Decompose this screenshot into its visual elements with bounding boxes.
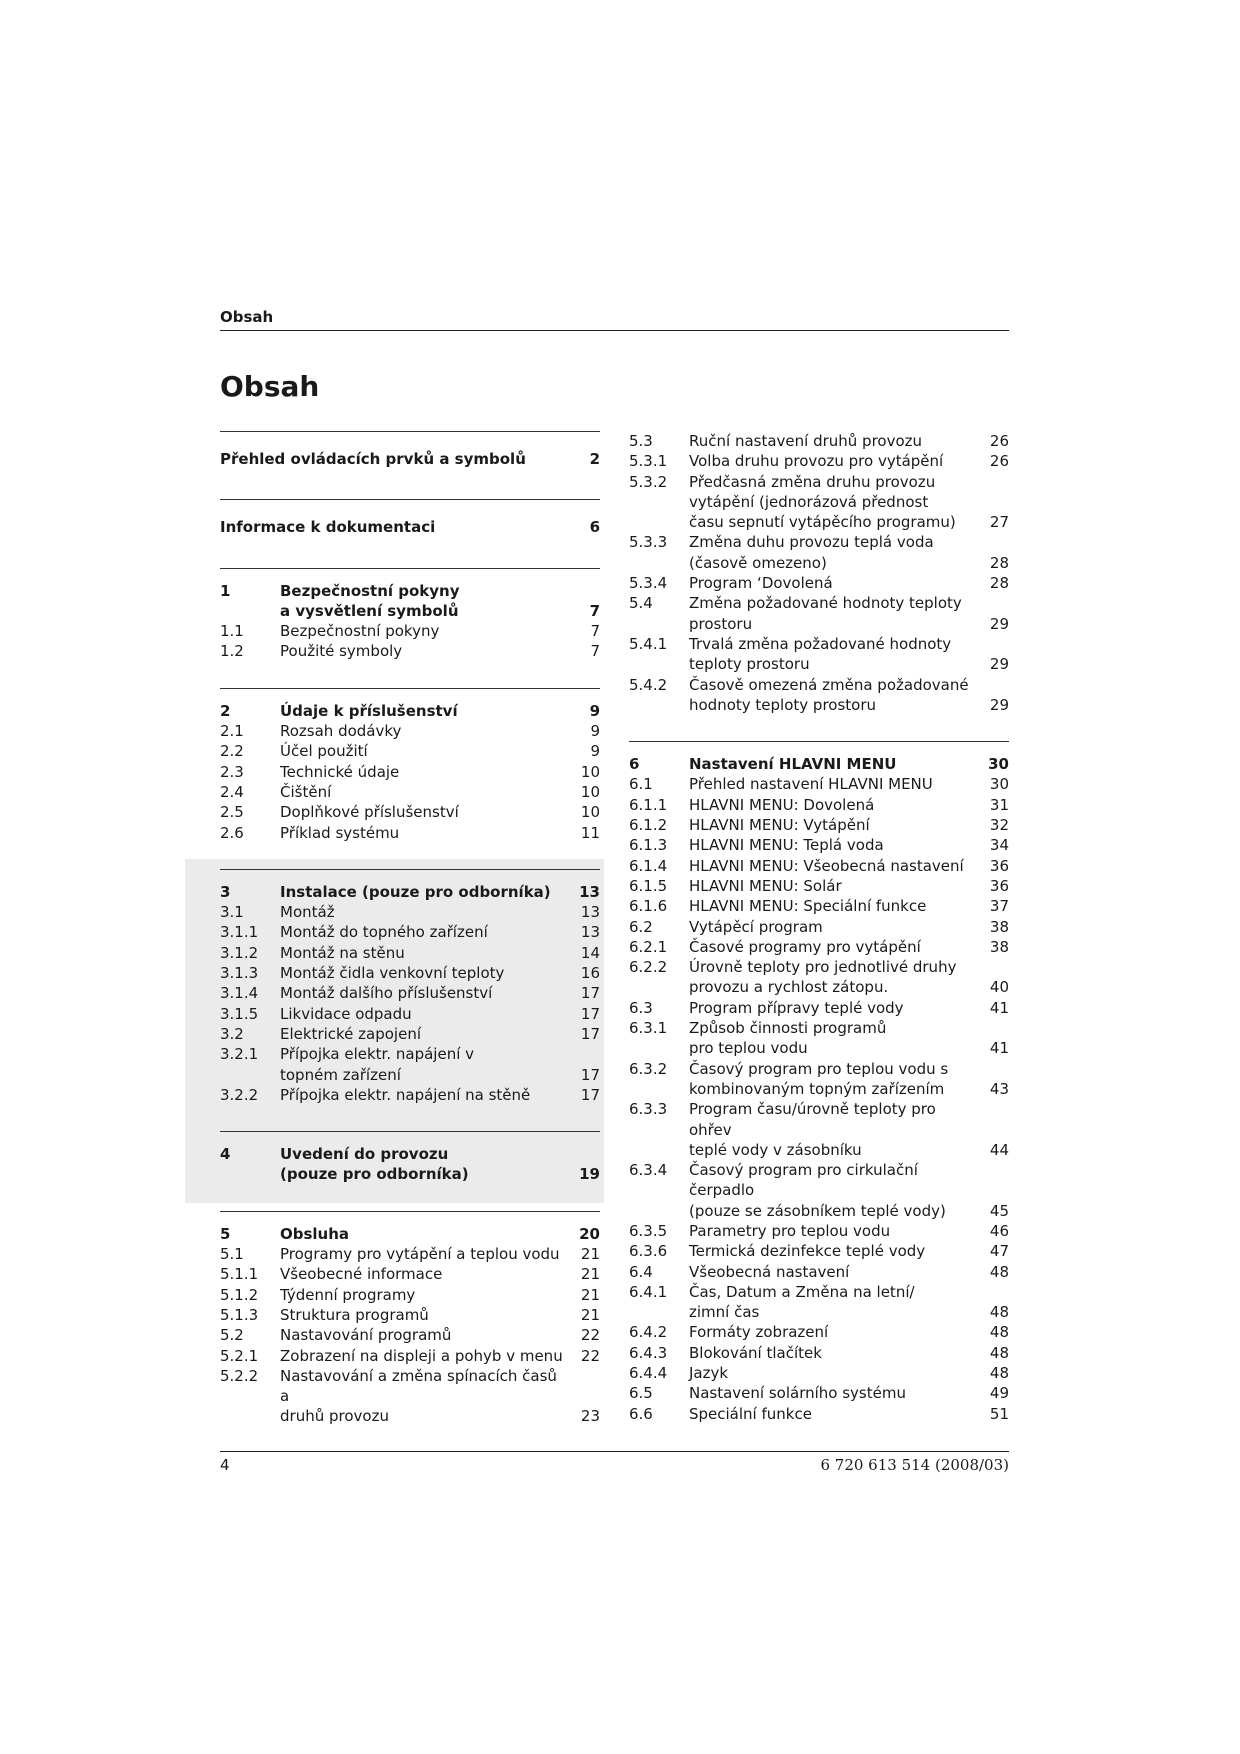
toc-entry-title: Úrovně teploty pro jednotlivé druhy provozu a rychlost zátopu. bbox=[689, 958, 957, 997]
toc-entry-page: 21 bbox=[580, 1305, 600, 1324]
toc-entry-page: 43 bbox=[989, 1079, 1009, 1098]
toc-entry[interactable] bbox=[220, 983, 600, 1003]
toc-entry-page: 17 bbox=[580, 1024, 600, 1043]
toc-entry-title: HLAVNI MENU: Dovolená bbox=[689, 795, 875, 814]
toc-entry[interactable] bbox=[629, 1282, 1009, 1323]
toc-entry-title: Změna požadované hodnoty teploty prostoru bbox=[689, 594, 962, 633]
toc-entry[interactable] bbox=[629, 1404, 1009, 1424]
toc-entry-number: 6.4.2 bbox=[629, 1323, 668, 1342]
toc-entry-title: Časově omezená změna požadované hodnoty teploty prostoru bbox=[689, 675, 969, 714]
toc-entry-title: Časové programy pro vytápění bbox=[689, 937, 921, 956]
toc-entry[interactable] bbox=[220, 741, 600, 761]
toc-entry[interactable] bbox=[629, 896, 1009, 916]
toc-entry-number: 6.5 bbox=[629, 1384, 653, 1403]
toc-entry-number: 6.4.1 bbox=[629, 1282, 668, 1301]
toc-entry-title: Montáž na stěnu bbox=[280, 943, 405, 962]
toc-entry-page: 49 bbox=[989, 1384, 1009, 1403]
toc-entry-number: 6.1.4 bbox=[629, 856, 668, 875]
toc-entry-number: 6.4.3 bbox=[629, 1343, 668, 1362]
toc-entry[interactable] bbox=[629, 573, 1009, 593]
toc-entry-page: 26 bbox=[989, 452, 1009, 471]
toc-entry-number: 6.2.2 bbox=[629, 958, 668, 977]
toc-entry-title: HLAVNI MENU: Vytápění bbox=[689, 816, 870, 835]
toc-entry-number: 3.1.5 bbox=[220, 1004, 259, 1023]
toc-entry[interactable] bbox=[220, 902, 600, 922]
toc-entry-title: Čas, Datum a Změna na letní/ zimní čas bbox=[689, 1282, 915, 1322]
toc-entry[interactable] bbox=[629, 634, 1009, 675]
toc-entry-title: Technické údaje bbox=[280, 762, 400, 781]
toc-entry[interactable] bbox=[629, 431, 1009, 451]
toc-entry-title: Přehled nastavení HLAVNI MENU bbox=[689, 775, 933, 794]
toc-entry-title: Nastavování programů bbox=[280, 1326, 452, 1345]
toc-entry-number: 6.3 bbox=[629, 998, 653, 1017]
toc-entry-page: 48 bbox=[989, 1262, 1009, 1281]
toc-entry-page: 28 bbox=[989, 553, 1009, 572]
toc-entry-number: 5.3 bbox=[629, 432, 653, 450]
toc-entry[interactable] bbox=[220, 517, 600, 537]
toc-entry-page: 21 bbox=[580, 1265, 600, 1284]
toc-entry-number: 5.1 bbox=[220, 1245, 244, 1264]
toc-entry-number: 2.3 bbox=[220, 762, 244, 781]
toc-entry[interactable] bbox=[220, 1264, 600, 1284]
toc-entry-page: 7 bbox=[590, 622, 600, 641]
toc-entry[interactable] bbox=[629, 998, 1009, 1018]
toc-entry-page: 37 bbox=[989, 897, 1009, 916]
toc-entry-number: 6 bbox=[629, 755, 640, 774]
toc-entry-number: 3.1.1 bbox=[220, 923, 259, 942]
toc-entry-title: Nastavení HLAVNI MENU bbox=[689, 755, 897, 774]
toc-entry-number: 3.2 bbox=[220, 1024, 244, 1043]
toc-entry-number: 5.2 bbox=[220, 1326, 244, 1345]
toc-entry-page: 38 bbox=[989, 917, 1009, 936]
toc-entry-title: Struktura programů bbox=[280, 1305, 429, 1324]
toc-entry[interactable] bbox=[220, 641, 600, 661]
footer-rule bbox=[220, 1451, 1009, 1452]
toc-entry[interactable] bbox=[629, 1099, 1009, 1160]
toc-entry[interactable] bbox=[629, 856, 1009, 876]
toc-entry-page: 32 bbox=[989, 816, 1009, 835]
toc-entry-number: 5.4.1 bbox=[629, 634, 668, 653]
toc-entry-title: Způsob činnosti programů pro teplou vodu bbox=[689, 1019, 887, 1058]
toc-entry-page: 10 bbox=[580, 782, 600, 801]
toc-entry[interactable] bbox=[220, 823, 600, 843]
toc-entry-number: 6.4 bbox=[629, 1262, 653, 1281]
toc-entry[interactable] bbox=[220, 721, 600, 741]
toc-entry-page: 48 bbox=[989, 1364, 1009, 1383]
toc-entry-page: 19 bbox=[579, 1165, 600, 1184]
toc-entry-page: 14 bbox=[580, 943, 600, 962]
toc-entry-title: Všeobecné informace bbox=[280, 1265, 443, 1284]
toc-entry[interactable] bbox=[220, 882, 600, 902]
toc-section bbox=[220, 688, 600, 869]
toc-entry[interactable] bbox=[220, 621, 600, 641]
toc-entry[interactable] bbox=[629, 815, 1009, 835]
toc-entry-number: 6.1.2 bbox=[629, 816, 668, 835]
toc-entry-title: Doplňkové příslušenství bbox=[280, 803, 459, 822]
toc-entry-title: Přípojka elektr. napájení v topném zařízení bbox=[280, 1045, 475, 1084]
toc-section bbox=[220, 869, 600, 1131]
toc-entry-page: 17 bbox=[580, 1004, 600, 1023]
toc-entry-title: Přípojka elektr. napájení na stěně bbox=[280, 1085, 531, 1104]
toc-entry-number: 6.3.4 bbox=[629, 1161, 668, 1180]
toc-entry-title: Přehled ovládacích prvků a symbolů bbox=[220, 450, 526, 468]
toc-entry-page: 20 bbox=[579, 1224, 600, 1243]
toc-entry-number: 5.3.3 bbox=[629, 533, 668, 552]
toc-entry-page: 34 bbox=[989, 836, 1009, 855]
toc-entry[interactable] bbox=[220, 1224, 600, 1244]
toc-entry-page: 36 bbox=[989, 876, 1009, 895]
toc-entry-number: 6.3.3 bbox=[629, 1100, 668, 1119]
toc-entry-number: 5 bbox=[220, 1224, 231, 1243]
toc-entry-title: HLAVNI MENU: Všeobecná nastavení bbox=[689, 856, 964, 875]
toc-entry[interactable] bbox=[220, 1024, 600, 1044]
toc-entry-title: Obsluha bbox=[280, 1224, 350, 1243]
toc-entry[interactable] bbox=[629, 917, 1009, 937]
toc-entry-page: 9 bbox=[590, 722, 600, 741]
toc-section bbox=[629, 431, 1009, 741]
toc-entry-number: 3.2.1 bbox=[220, 1045, 259, 1064]
toc-entry-number: 3.2.2 bbox=[220, 1085, 259, 1104]
toc-entry-number: 6.1.1 bbox=[629, 795, 668, 814]
toc-entry-title: Montáž dalšího příslušenství bbox=[280, 984, 493, 1003]
toc-section bbox=[220, 1211, 600, 1453]
toc-entry[interactable] bbox=[629, 1322, 1009, 1342]
toc-entry[interactable] bbox=[629, 1018, 1009, 1059]
toc-entry-number: 5.3.1 bbox=[629, 452, 668, 471]
toc-entry[interactable] bbox=[220, 1144, 600, 1185]
toc-entry-title: Předčasná změna druhu provozu vytápění (jednorázová přednost času sepnutí vytápěcího programu) bbox=[689, 472, 956, 532]
toc-entry-number: 6.6 bbox=[629, 1404, 653, 1423]
toc-entry-number: 5.4.2 bbox=[629, 675, 668, 694]
toc-entry-number: 6.3.5 bbox=[629, 1221, 668, 1240]
toc-entry-title: Elektrické zapojení bbox=[280, 1024, 422, 1043]
toc-entry[interactable] bbox=[629, 1383, 1009, 1403]
toc-entry-page: 41 bbox=[989, 998, 1009, 1017]
toc-entry-number: 6.3.2 bbox=[629, 1059, 668, 1078]
toc-entry-page: 13 bbox=[579, 882, 600, 901]
toc-entry-title: Příklad systému bbox=[280, 823, 400, 842]
toc-entry-page: 23 bbox=[580, 1407, 600, 1426]
toc-entry-title: Likvidace odpadu bbox=[280, 1004, 412, 1023]
toc-entry-title: Termická dezinfekce teplé vody bbox=[689, 1242, 926, 1261]
toc-entry-page: 2 bbox=[589, 450, 600, 468]
toc-entry-page: 9 bbox=[589, 701, 600, 720]
toc-entry[interactable] bbox=[629, 1059, 1009, 1100]
toc-entry-title: Montáž bbox=[280, 903, 335, 922]
toc-entry[interactable] bbox=[629, 1160, 1009, 1221]
toc-entry-number: 1.2 bbox=[220, 642, 244, 661]
toc-entry-number: 1 bbox=[220, 581, 231, 600]
toc-right-column bbox=[629, 431, 1009, 1450]
toc-entry-title: Časový program pro teplou vodu s kombinovaným topným zařízením bbox=[689, 1059, 949, 1098]
toc-entry[interactable] bbox=[629, 795, 1009, 815]
toc-entry-page: 11 bbox=[580, 823, 600, 842]
toc-entry-page: 41 bbox=[989, 1039, 1009, 1058]
toc-entry-number: 5.1.3 bbox=[220, 1305, 259, 1324]
toc-entry[interactable] bbox=[629, 1343, 1009, 1363]
toc-entry[interactable] bbox=[220, 1004, 600, 1024]
toc-entry-number: 6.1 bbox=[629, 775, 653, 794]
toc-entry-page: 10 bbox=[580, 803, 600, 822]
toc-entry-page: 27 bbox=[989, 513, 1009, 532]
toc-entry[interactable] bbox=[220, 1285, 600, 1305]
toc-section bbox=[220, 568, 600, 688]
toc-entry-number: 2.5 bbox=[220, 803, 244, 822]
toc-entry-title: Program přípravy teplé vody bbox=[689, 998, 904, 1017]
toc-entry-number: 2.4 bbox=[220, 782, 244, 801]
toc-entry-number: 4 bbox=[220, 1145, 231, 1164]
toc-entry-page: 17 bbox=[580, 984, 600, 1003]
toc-entry[interactable] bbox=[629, 451, 1009, 471]
toc-entry-number: 3.1.3 bbox=[220, 964, 259, 983]
toc-entry-title: Čištění bbox=[280, 782, 332, 801]
toc-entry[interactable] bbox=[220, 1085, 600, 1105]
toc-entry[interactable] bbox=[629, 937, 1009, 957]
toc-entry-page: 30 bbox=[988, 755, 1009, 774]
toc-entry-page: 17 bbox=[580, 1085, 600, 1104]
toc-entry-title: Uvedení do provozu (pouze pro odborníka) bbox=[280, 1145, 469, 1184]
toc-entry[interactable] bbox=[629, 532, 1009, 573]
toc-entry-number: 5.4 bbox=[629, 594, 653, 613]
toc-entry-page: 13 bbox=[580, 923, 600, 942]
toc-left-column bbox=[220, 431, 600, 1453]
toc-entry-title: Týdenní programy bbox=[280, 1285, 416, 1304]
toc-entry-page: 10 bbox=[580, 762, 600, 781]
toc-entry[interactable] bbox=[220, 762, 600, 782]
toc-entry-title: Nastavování a změna spínacích časů a druhů provozu bbox=[280, 1366, 557, 1426]
toc-entry-number: 5.3.2 bbox=[629, 472, 668, 491]
toc-entry-number: 1.1 bbox=[220, 622, 244, 641]
toc-entry[interactable] bbox=[220, 581, 600, 622]
toc-entry[interactable] bbox=[220, 922, 600, 942]
toc-entry[interactable] bbox=[629, 957, 1009, 998]
toc-section bbox=[220, 1131, 600, 1211]
toc-entry-number: 3 bbox=[220, 882, 231, 901]
toc-entry-title: Programy pro vytápění a teplou vodu bbox=[280, 1245, 560, 1264]
toc-entry-number: 6.3.6 bbox=[629, 1242, 668, 1261]
toc-entry-title: Bezpečnostní pokyny bbox=[280, 622, 440, 641]
toc-entry[interactable] bbox=[220, 449, 600, 469]
toc-entry[interactable] bbox=[220, 1244, 600, 1264]
toc-entry-page: 7 bbox=[590, 642, 600, 661]
toc-entry-number: 6.4.4 bbox=[629, 1364, 668, 1383]
toc-entry-number: 5.2.2 bbox=[220, 1366, 259, 1385]
toc-entry-number: 2.2 bbox=[220, 742, 244, 761]
toc-entry[interactable] bbox=[220, 1044, 600, 1085]
toc-entry[interactable] bbox=[220, 963, 600, 983]
toc-entry-number: 3.1 bbox=[220, 903, 244, 922]
toc-entry-page: 16 bbox=[580, 964, 600, 983]
toc-entry-page: 29 bbox=[989, 655, 1009, 674]
toc-entry-page: 48 bbox=[989, 1323, 1009, 1342]
toc-section bbox=[629, 741, 1009, 1450]
toc-entry[interactable] bbox=[629, 774, 1009, 794]
toc-entry-number: 2.6 bbox=[220, 823, 244, 842]
toc-entry-page: 51 bbox=[989, 1404, 1009, 1423]
toc-section bbox=[220, 431, 600, 499]
toc-entry-title: HLAVNI MENU: Teplá voda bbox=[689, 836, 884, 855]
toc-entry-page: 29 bbox=[989, 695, 1009, 714]
toc-entry-title: Program ‘Dovolená bbox=[689, 574, 833, 593]
toc-entry-title: Časový program pro cirkulační čerpadlo (pouze se zásobníkem teplé vody) bbox=[689, 1161, 946, 1220]
toc-entry-page: 21 bbox=[580, 1245, 600, 1264]
toc-entry-title: Program času/úrovně teploty pro ohřev teplé vody v zásobníku bbox=[689, 1100, 936, 1159]
toc-entry-page: 28 bbox=[989, 574, 1009, 593]
toc-entry-number: 5.2.1 bbox=[220, 1346, 259, 1365]
toc-entry-title: Rozsah dodávky bbox=[280, 722, 402, 741]
toc-entry-title: Formáty zobrazení bbox=[689, 1323, 829, 1342]
toc-section bbox=[220, 499, 600, 567]
toc-entry-page: 6 bbox=[589, 518, 600, 537]
toc-entry[interactable] bbox=[629, 1221, 1009, 1241]
toc-entry[interactable] bbox=[629, 1241, 1009, 1261]
toc-entry[interactable] bbox=[629, 1363, 1009, 1383]
toc-entry-title: Montáž do topného zařízení bbox=[280, 923, 488, 942]
toc-entry-title: HLAVNI MENU: Speciální funkce bbox=[689, 897, 927, 916]
toc-entry-title: Zobrazení na displeji a pohyb v menu bbox=[280, 1346, 563, 1365]
toc-entry-number: 6.1.5 bbox=[629, 876, 668, 895]
toc-entry[interactable] bbox=[220, 1346, 600, 1366]
toc-entry-page: 26 bbox=[989, 432, 1009, 450]
toc-entry[interactable] bbox=[629, 675, 1009, 716]
toc-entry[interactable] bbox=[629, 835, 1009, 855]
toc-entry-page: 13 bbox=[580, 903, 600, 922]
toc-entry-page: 38 bbox=[989, 937, 1009, 956]
toc-entry-title: Volba druhu provozu pro vytápění bbox=[689, 452, 944, 471]
toc-entry-page: 45 bbox=[989, 1201, 1009, 1220]
toc-entry-number: 6.1.3 bbox=[629, 836, 668, 855]
toc-entry-page: 21 bbox=[580, 1285, 600, 1304]
toc-entry[interactable] bbox=[629, 593, 1009, 634]
document-id: 6 720 613 514 (2008/03) bbox=[820, 1456, 1009, 1474]
toc-entry-title: Změna duhu provozu teplá voda (časově omezeno) bbox=[689, 533, 934, 572]
toc-entry-page: 9 bbox=[590, 742, 600, 761]
toc-entry-number: 5.1.1 bbox=[220, 1265, 259, 1284]
toc-entry-number: 3.1.4 bbox=[220, 984, 259, 1003]
toc-entry[interactable] bbox=[220, 802, 600, 822]
toc-entry-title: Všeobecná nastavení bbox=[689, 1262, 850, 1281]
toc-entry-number: 6.2.1 bbox=[629, 937, 668, 956]
toc-entry-title: HLAVNI MENU: Solár bbox=[689, 876, 842, 895]
toc-entry-page: 47 bbox=[989, 1242, 1009, 1261]
toc-entry-page: 29 bbox=[989, 614, 1009, 633]
toc-entry[interactable] bbox=[220, 1325, 600, 1345]
toc-entry-page: 7 bbox=[589, 601, 600, 620]
toc-entry[interactable] bbox=[629, 876, 1009, 896]
toc-entry-title: Trvalá změna požadované hodnoty teploty prostoru bbox=[689, 634, 952, 674]
toc-entry[interactable] bbox=[220, 782, 600, 802]
toc-entry-title: Instalace (pouze pro odborníka) bbox=[280, 882, 551, 901]
toc-entry-page: 17 bbox=[580, 1065, 600, 1084]
toc-entry[interactable] bbox=[220, 1305, 600, 1325]
toc-entry-title: Informace k dokumentaci bbox=[220, 518, 436, 537]
toc-entry-number: 6.2 bbox=[629, 917, 653, 936]
toc-entry-page: 22 bbox=[580, 1346, 600, 1365]
toc-entry-title: Údaje k příslušenství bbox=[280, 701, 458, 720]
page-number: 4 bbox=[220, 1456, 230, 1474]
toc-entry-title: Blokování tlačítek bbox=[689, 1343, 822, 1362]
toc-entry-page: 31 bbox=[989, 795, 1009, 814]
toc-entry-title: Montáž čidla venkovní teploty bbox=[280, 964, 505, 983]
toc-entry[interactable] bbox=[220, 943, 600, 963]
toc-entry-page: 46 bbox=[989, 1221, 1009, 1240]
toc-entry-title: Ruční nastavení druhů provozu bbox=[689, 432, 923, 450]
toc-entry-title: Použité symboly bbox=[280, 642, 403, 661]
toc-entry-page: 48 bbox=[989, 1343, 1009, 1362]
toc-entry-number: 2.1 bbox=[220, 722, 244, 741]
toc-entry-number: 3.1.2 bbox=[220, 943, 259, 962]
toc-entry-title: Účel použití bbox=[280, 742, 368, 761]
toc-entry-number: 5.3.4 bbox=[629, 574, 668, 593]
toc-entry-title: Nastavení solárního systému bbox=[689, 1384, 906, 1403]
toc-entry-page: 36 bbox=[989, 856, 1009, 875]
toc-entry-title: Bezpečnostní pokyny a vysvětlení symbolů bbox=[280, 581, 460, 620]
toc-entry-number: 6.3.1 bbox=[629, 1019, 668, 1038]
toc-entry[interactable] bbox=[629, 472, 1009, 533]
toc-entry-page: 30 bbox=[989, 775, 1009, 794]
toc-entry-title: Speciální funkce bbox=[689, 1404, 812, 1423]
toc-entry-page: 44 bbox=[989, 1140, 1009, 1159]
toc-entry-number: 2 bbox=[220, 701, 231, 720]
toc-entry-page: 48 bbox=[989, 1303, 1009, 1322]
toc-entry[interactable] bbox=[220, 1366, 600, 1427]
toc-entry-number: 6.1.6 bbox=[629, 897, 668, 916]
toc-entry-title: Vytápěcí program bbox=[689, 917, 823, 936]
running-header: Obsah bbox=[220, 308, 274, 326]
toc-entry-number: 5.1.2 bbox=[220, 1285, 259, 1304]
toc-entry[interactable] bbox=[629, 1262, 1009, 1282]
toc-entry[interactable] bbox=[629, 754, 1009, 774]
page-title: Obsah bbox=[220, 370, 320, 403]
toc-entry-page: 40 bbox=[989, 978, 1009, 997]
toc-entry-page: 22 bbox=[580, 1326, 600, 1345]
toc-entry-title: Parametry pro teplou vodu bbox=[689, 1221, 891, 1240]
toc-entry-title: Jazyk bbox=[689, 1364, 729, 1383]
header-rule bbox=[220, 330, 1009, 331]
toc-entry[interactable] bbox=[220, 701, 600, 721]
